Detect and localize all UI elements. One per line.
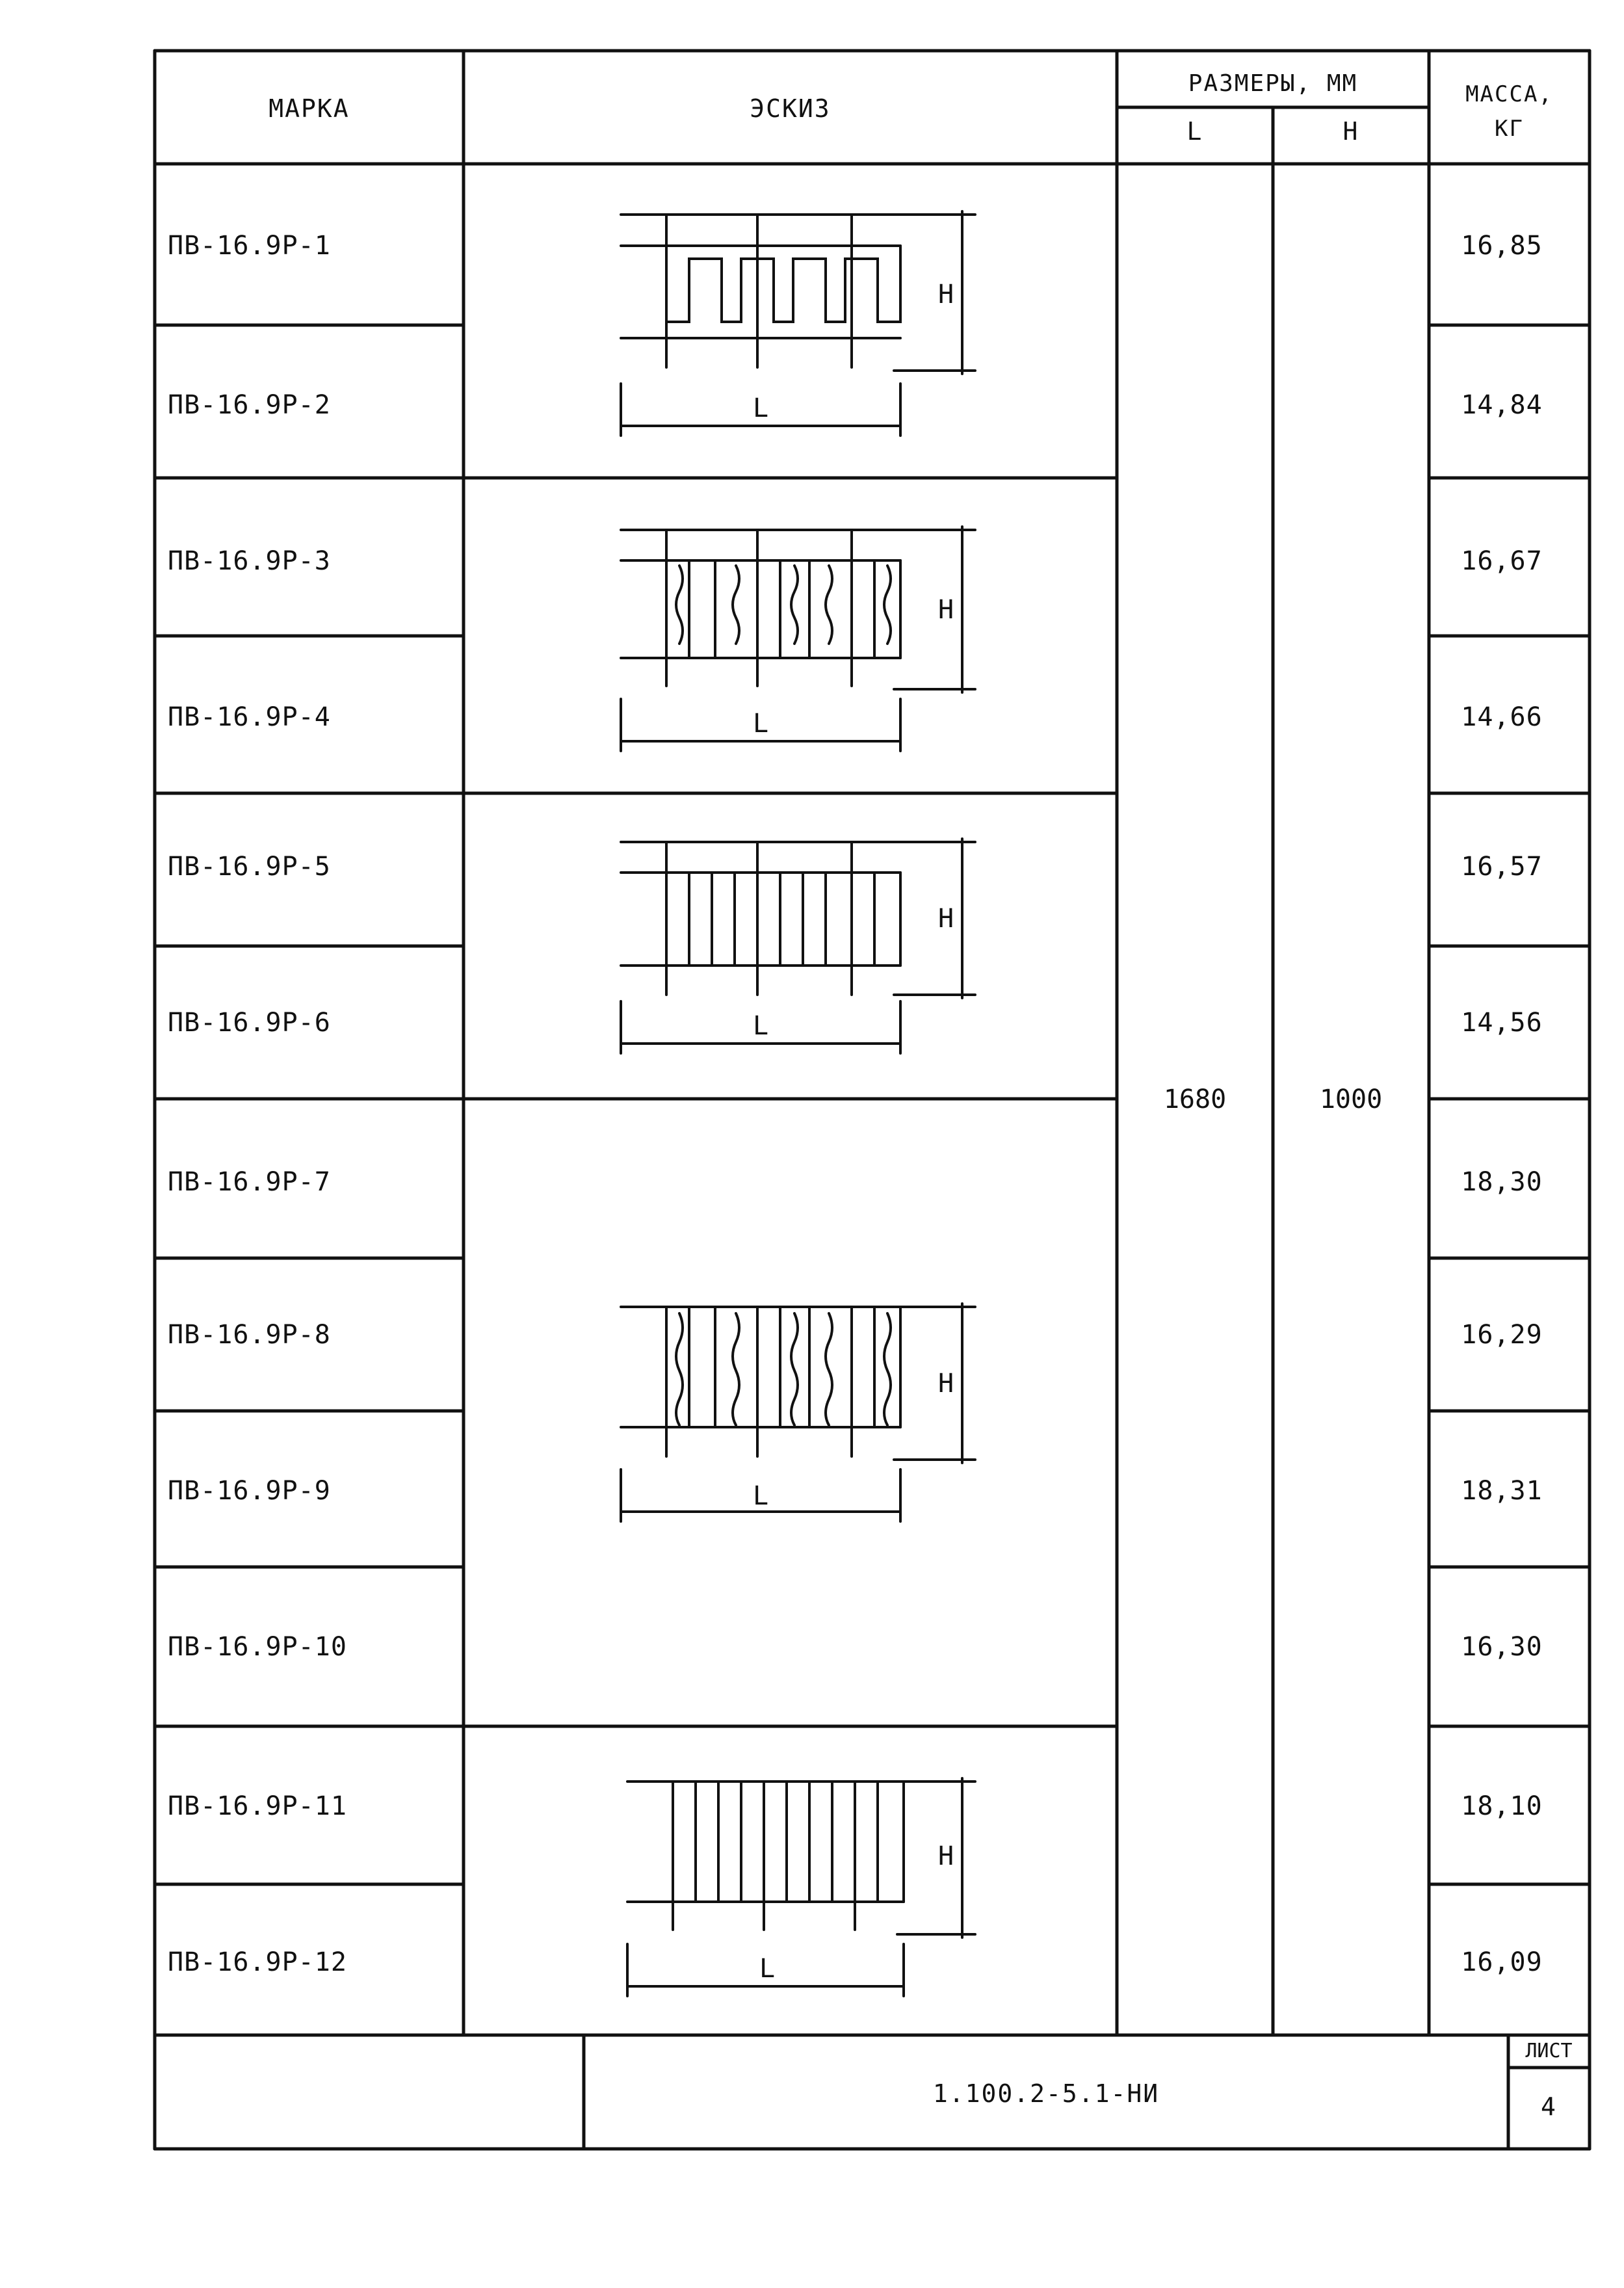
row-mass: 16,30 bbox=[1461, 1632, 1543, 1662]
row-mass: 16,67 bbox=[1461, 546, 1543, 576]
sheet-label: ЛИСТ bbox=[1525, 2040, 1573, 2062]
row-mark: ПВ-16.9Р-10 bbox=[168, 1632, 347, 1662]
document-code: 1.100.2-5.1-НИ bbox=[932, 2079, 1160, 2108]
sketch-straight-bars bbox=[621, 839, 975, 1053]
row-mass: 16,29 bbox=[1461, 1320, 1543, 1350]
header-mass: МАССА, bbox=[1465, 81, 1553, 107]
row-mark: ПВ-16.9Р-2 bbox=[168, 390, 331, 420]
sketch-height-label: H bbox=[937, 1841, 954, 1871]
sketch-length-label: L bbox=[752, 393, 769, 423]
row-mark: ПВ-16.9Р-8 bbox=[168, 1320, 331, 1350]
sketch-length-label: L bbox=[752, 1481, 769, 1511]
row-mark: ПВ-16.9Р-9 bbox=[168, 1476, 331, 1506]
row-mark: ПВ-16.9Р-3 bbox=[168, 546, 331, 576]
header-dimensions: РАЗМЕРЫ, ММ bbox=[1188, 70, 1358, 97]
sketch-dense-bars bbox=[627, 1778, 975, 1996]
row-mark: ПВ-16.9Р-5 bbox=[168, 852, 331, 882]
sheet-number: 4 bbox=[1541, 2092, 1557, 2121]
row-mass: 16,85 bbox=[1461, 231, 1543, 261]
sketch-length-label: L bbox=[752, 709, 769, 739]
sketch-length-label: L bbox=[759, 1954, 776, 1984]
shared-height: 1000 bbox=[1319, 1085, 1383, 1114]
row-mass: 14,84 bbox=[1461, 390, 1543, 420]
sketch-wavy-short bbox=[621, 527, 975, 751]
row-mass: 14,56 bbox=[1461, 1008, 1543, 1038]
header-dim-l: L bbox=[1186, 117, 1203, 146]
row-mark: ПВ-16.9Р-12 bbox=[168, 1947, 347, 1977]
header-mass-unit: КГ bbox=[1495, 116, 1524, 142]
row-mark: ПВ-16.9Р-1 bbox=[168, 231, 331, 261]
row-mark: ПВ-16.9Р-4 bbox=[168, 702, 331, 732]
header-mark: МАРКА bbox=[268, 94, 350, 123]
row-mark: ПВ-16.9Р-7 bbox=[168, 1167, 331, 1197]
row-mass: 18,31 bbox=[1461, 1476, 1543, 1506]
sketch-height-label: H bbox=[937, 1369, 954, 1399]
header-dim-h: H bbox=[1342, 117, 1359, 146]
sketch-length-label: L bbox=[752, 1011, 769, 1041]
sketch-wavy-tall bbox=[621, 1304, 975, 1521]
sketch-height-label: H bbox=[937, 595, 954, 625]
row-mass: 16,57 bbox=[1461, 852, 1543, 882]
row-mark: ПВ-16.9Р-11 bbox=[168, 1791, 347, 1821]
shared-length: 1680 bbox=[1163, 1085, 1227, 1114]
header-sketch: ЭСКИЗ bbox=[750, 94, 831, 123]
sketch-height-label: H bbox=[937, 904, 954, 934]
sketch-height-label: H bbox=[937, 280, 954, 309]
row-mass: 18,10 bbox=[1461, 1791, 1543, 1821]
row-mass: 16,09 bbox=[1461, 1947, 1543, 1977]
row-mass: 14,66 bbox=[1461, 702, 1543, 732]
row-mark: ПВ-16.9Р-6 bbox=[168, 1008, 331, 1038]
row-mass: 18,30 bbox=[1461, 1167, 1543, 1197]
sketch-meander bbox=[621, 211, 975, 436]
